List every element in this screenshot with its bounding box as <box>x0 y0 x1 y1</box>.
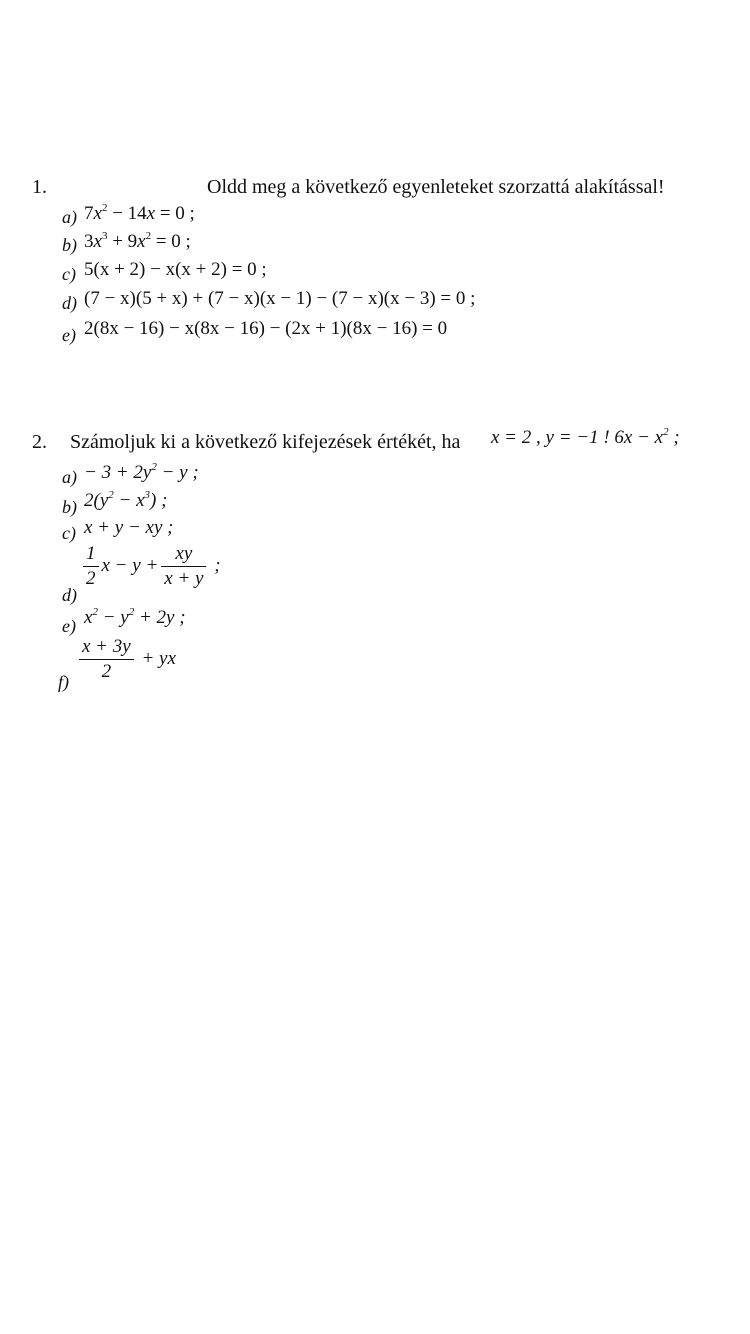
item-1a-equation: $7x^2 - 14x = 0$ ; <box>84 202 195 224</box>
item-2e-expression: $x^2 - y^2 + 2y$ ; <box>84 606 186 628</box>
item-1b-equation: $3x^3 + 9x^2 = 0$ ; <box>84 230 191 252</box>
item-2e-label: e) <box>62 616 76 636</box>
item-1a-label: a) <box>62 207 77 227</box>
item-1b-label: b) <box>62 235 77 255</box>
item-2b-expression: $2(y^2 - x^3)$ ; <box>84 489 168 511</box>
item-1c-equation: 5(x + 2) − x(x + 2) = 0 ; <box>84 259 267 280</box>
item-2d-label: d) <box>62 585 77 605</box>
problem-1-number: 1. <box>32 176 47 198</box>
item-2d-expression: $\frac{1}{2}$ x − y + $\frac{xy}{x + y}$ ; <box>80 543 221 590</box>
item-2a-expression: − $3 + 2y^2 - y$ ; <box>84 461 199 483</box>
item-2f-expression: $\frac{x + 3y}{2}$ + yx <box>76 636 176 683</box>
item-2a-label: a) <box>62 467 77 487</box>
problem-2-number: 2. <box>32 431 47 453</box>
item-2c-label: c) <box>62 523 76 543</box>
item-2c-expression: x + y − xy ; <box>84 517 174 538</box>
problem-2-condition: x = 2 , y = −1 ! $6x - x^2$ ; <box>491 426 680 448</box>
item-1c-label: c) <box>62 264 76 284</box>
item-1e-label: e) <box>62 325 76 345</box>
item-2b-label: b) <box>62 497 77 517</box>
problem-2-instruction: Számoljuk ki a következő kifejezések értékét, ha <box>70 431 461 453</box>
problem-1-instruction: Oldd meg a következő egyenleteket szorzattá alakítással! <box>207 176 665 198</box>
item-1d-label: d) <box>62 293 77 313</box>
item-1e-equation: 2(8x − 16) − x(8x − 16) − (2x + 1)(8x − 16) = 0 <box>84 318 448 339</box>
item-2f-label: f) <box>58 672 69 692</box>
item-1d-equation: (7 − x)(5 + x) + (7 − x)(x − 1) − (7 − x)(x − 3) = 0 ; <box>84 288 476 309</box>
